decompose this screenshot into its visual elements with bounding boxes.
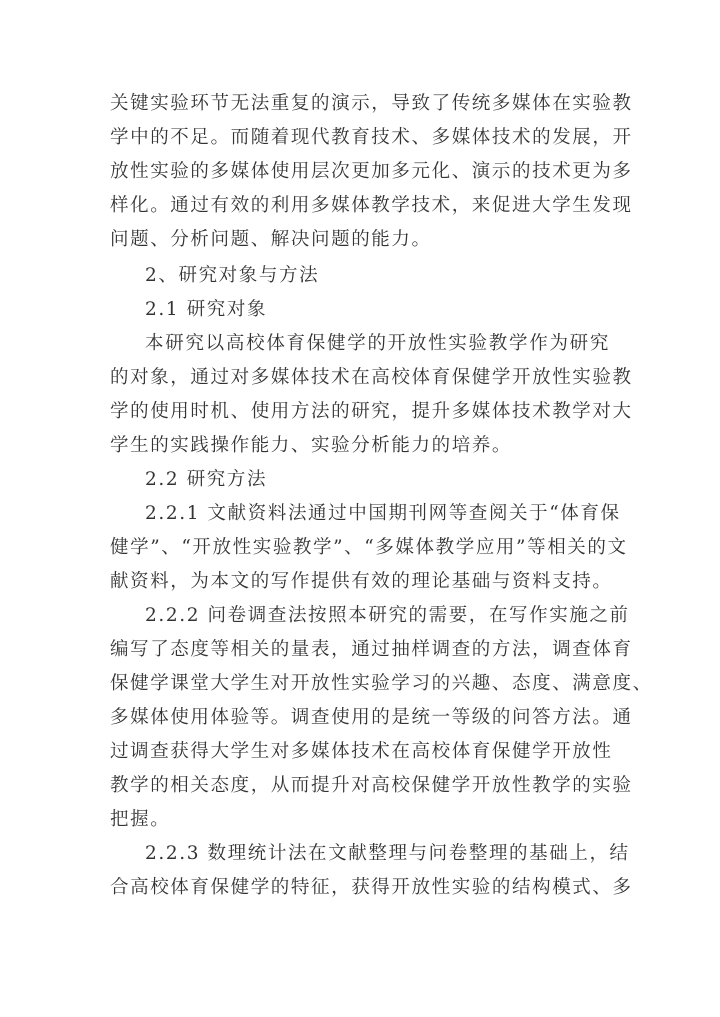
text-line: 健学”、“开放性实验教学”、“多媒体教学应用”等相关的文 — [110, 537, 628, 558]
text-line: 2.2.3 数理统计法在文献整理与问卷整理的基础上，结 — [145, 843, 630, 864]
text-line: 问题、分析问题、解决问题的能力。 — [110, 229, 432, 250]
text-line: 学的使用时机、使用方法的研究，提升多媒体技术教学对大 — [110, 401, 633, 422]
text-line: 过调查获得大学生对多媒体技术在高校体育保健学开放性 — [110, 741, 613, 762]
text-line: 本研究以高校体育保健学的开放性实验教学作为研究 — [145, 333, 610, 354]
text-line: 2.2.1 文献资料法通过中国期刊网等查阅关于“体育保 — [145, 503, 621, 524]
subsection-heading: 2.1 研究对象 — [145, 299, 268, 320]
text-line: 把握。 — [110, 809, 171, 830]
text-line: 2.2.2 问卷调查法按照本研究的需要，在写作实施之前 — [145, 605, 630, 626]
text-line: 献资料，为本文的写作提供有效的理论基础与资料支持。 — [110, 571, 613, 592]
text-line: 放性实验的多媒体使用层次更加多元化、演示的技术更为多 — [110, 161, 633, 182]
text-line: 教学的相关态度，从而提升对高校保健学开放性教学的实验 — [110, 775, 633, 796]
text-line: 样化。通过有效的利用多媒体教学技术，来促进大学生发现 — [110, 195, 633, 216]
text-line: 多媒体使用体验等。调查使用的是统一等级的问答方法。通 — [110, 707, 633, 728]
text-line: 关键实验环节无法重复的演示，导致了传统多媒体在实验教 — [110, 93, 633, 114]
text-line: 合高校体育保健学的特征，获得开放性实验的结构模式、多 — [110, 877, 633, 898]
text-line: 编写了态度等相关的量表，通过抽样调查的方法，调查体育 — [110, 639, 633, 660]
subsection-heading: 2.2 研究方法 — [145, 469, 268, 490]
text-line: 的对象，通过对多媒体技术在高校体育保健学开放性实验教 — [110, 367, 633, 388]
text-line: 学中的不足。而随着现代教育技术、多媒体技术的发展，开 — [110, 127, 633, 148]
text-line: 学生的实践操作能力、实验分析能力的培养。 — [110, 435, 513, 456]
section-heading: 2、研究对象与方法 — [145, 265, 320, 286]
text-line: 保健学课堂大学生对开放性实验学习的兴趣、态度、满意度、 — [110, 673, 653, 694]
